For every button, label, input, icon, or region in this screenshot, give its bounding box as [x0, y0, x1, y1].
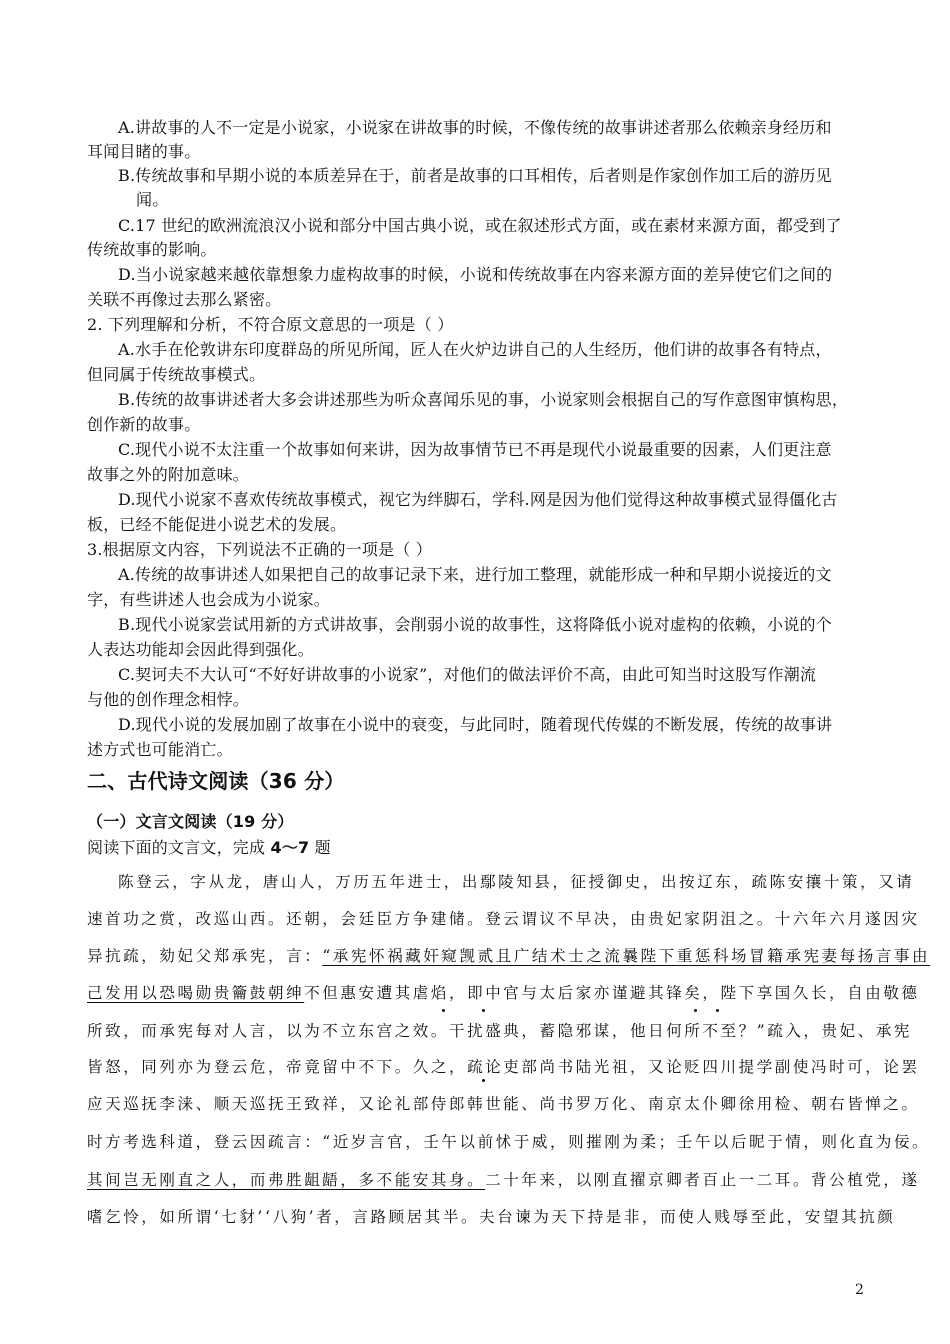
- passage-line-4: [87, 983, 920, 1003]
- section-title: 二、古代诗文阅读（36 分）: [87, 769, 345, 793]
- instruction-prefix: 阅读下面的文言文，完成: [87, 838, 271, 857]
- passage-line-7: 应天巡抚李涞、顺天巡抚王致祥，又论礼部侍郎韩世能、尚书罗万化、南京太仆卿徐用检、朝右皆惮之。: [87, 1095, 920, 1113]
- q1-option-d-line2: 关联不再像过去那么紧密。: [87, 290, 282, 309]
- q2-option-b-line1: B.传统的故事讲述者大多会讲述那些为听众喜闻乐见的事，小说家则会根据自己的写作意图审慎构思，: [118, 390, 849, 409]
- page-number: 2: [855, 1282, 864, 1298]
- q3-option-a-line1: A.传统的故事讲述人如果把自己的故事记录下来，进行加工整理，就能形成一种和早期小说接近的文: [118, 565, 832, 584]
- passage-line-9-rest: 二十年来，以刚直擢京卿者百止一二耳。背公植党，遂: [485, 1171, 920, 1189]
- passage-line-3: [87, 946, 930, 966]
- q1-option-b-line2: 闻。: [136, 190, 169, 209]
- emphasis-dot: [716, 1009, 719, 1012]
- q2-option-a-line1: A.水手在伦敦讲东印度群岛的所见所闻，匠人在火炉边讲自己的人生经历，他们讲的故事各有特点，: [118, 340, 832, 359]
- q1-option-a-line2: 耳闻目睹的事。: [87, 142, 201, 161]
- q2-option-c-line1: C.现代小说不太注重一个故事如何来讲，因为故事情节已不再是现代小说最重要的因素，人们更注意: [118, 440, 832, 459]
- q1-option-a-line1: A.讲故事的人不一定是小说家，小说家在讲故事的时候，不像传统的故事讲述者那么依赖亲身经历和: [118, 118, 832, 137]
- instruction-range: 4～7: [270, 838, 310, 857]
- passage-instruction: [87, 838, 331, 858]
- q3-option-d-line2: 述方式也可能消亡。: [87, 740, 233, 759]
- q3-option-b-line1: B.现代小说家尝试用新的方式讲故事，会削弱小说的故事性，这将降低小说对虚构的依赖，小说的个: [118, 615, 832, 634]
- q1-option-c-line2: 传统故事的影响。: [87, 240, 217, 259]
- q2-option-d-line2: 板，已经不能促进小说艺术的发展。: [87, 515, 347, 534]
- q3-option-c-line2: 与他的创作理念相悖。: [87, 690, 250, 709]
- passage-line-3-lead: 异抗疏，劾妃父郑承宪，言：: [87, 947, 323, 965]
- passage-line-9: [87, 1170, 920, 1190]
- q2-option-b-line2: 创作新的故事。: [87, 415, 201, 434]
- emphasis-dot: [694, 1009, 697, 1012]
- q3-option-b-line2: 人表达功能却会因此得到强化。: [87, 640, 314, 659]
- underlined-sentence-part2: 己发用以恐喝勋贵籥鼓朝绅: [87, 984, 305, 1002]
- q3-option-a-line2: 字，有些讲述人也会成为小说家。: [87, 590, 331, 609]
- passage-line-10: 嗜乞怜，如所谓‘七豺’‘八狗’者，言路顾居其半。夫台谏为天下持是非，而使人贱辱至此，安望其抗颜: [87, 1208, 896, 1226]
- q1-option-d-line1: D.当小说家越来越依靠想象力虚构故事的时候，小说和传统故事在内容来源方面的差异使它们之间的: [118, 265, 833, 284]
- passage-line-8: 时方考选科道，登云因疏言：“近岁言官，壬午以前怵于威，则摧刚为柔；壬午以后昵于情，则化直为佞。: [87, 1133, 931, 1151]
- emphasis-dot: [442, 1009, 445, 1012]
- q2-stem: 2. 下列理解和分析，不符合原文意思的一项是（ ）: [87, 315, 454, 334]
- q2-option-a-line2: 但同属于传统故事模式。: [87, 365, 266, 384]
- q3-stem: 3.根据原文内容，下列说法不正确的一项是（ ）: [87, 540, 432, 559]
- underlined-sentence-2: 其间岂无刚直之人，而弗胜龃龉，多不能安其身。: [87, 1171, 486, 1189]
- passage-line-5: 所致，而承宪每对人言，以为不立东宫之效。干扰盛典，蓄隐邪谋，他日何所不至？”疏入，贵妃、承宪: [87, 1022, 913, 1040]
- q2-option-d-line1: D.现代小说家不喜欢传统故事模式，视它为绊脚石，学科.网是因为他们觉得这种故事模式显得僵化古: [118, 490, 838, 509]
- q1-option-c-line1: C.17 世纪的欧洲流浪汉小说和部分中国古典小说，或在叙述形式方面，或在素材来源方面，都受到了: [118, 216, 842, 235]
- instruction-suffix: 题: [309, 838, 331, 857]
- q1-option-b-line1: B.传统故事和早期小说的本质差异在于，前者是故事的口耳相传，后者则是作家创作加工后的游历见: [118, 166, 832, 185]
- passage-line-4-rest: 不但惠安遭其虐焰，即中官与太后家亦谨避其锋矣，陛下享国久长，自由敬德: [304, 984, 920, 1002]
- passage-line-2: 速首功之赏，改巡山西。还朝，会廷臣方争建储。登云谓议不早决，由贵妃家阴沮之。十六年六月遂因灾: [87, 910, 920, 928]
- emphasis-dot: [482, 1009, 485, 1012]
- passage-line-6: 皆怒，同列亦为登云危，帝竟留中不下。久之，疏论吏部尚书陆光祖，又论贬四川提学副使冯时可，论罢: [87, 1058, 920, 1076]
- q3-option-c-line1: C.契诃夫不大认可“不好好讲故事的小说家”，对他们的做法评价不高，由此可知当时这股写作潮流: [118, 665, 817, 684]
- passage-line-1: 陈登云，字从龙，唐山人，万历五年进士，出鄢陵知县，征授御史，出按辽东，疏陈安攘十策，又请: [118, 873, 915, 891]
- q3-option-d-line1: D.现代小说的发展加剧了故事在小说中的衰变，与此同时，随着现代传媒的不断发展，传统的故事讲: [118, 715, 833, 734]
- q2-option-c-line2: 故事之外的附加意味。: [87, 465, 250, 484]
- emphasis-dot: [482, 1079, 485, 1082]
- subsection-title: （一）文言文阅读（19 分）: [87, 812, 294, 831]
- underlined-sentence-part1: “承宪怀祸藏奸窥觊贰且广结术士之流曩陛下重惩科场冒籍承宪妻每扬言事由: [322, 947, 931, 965]
